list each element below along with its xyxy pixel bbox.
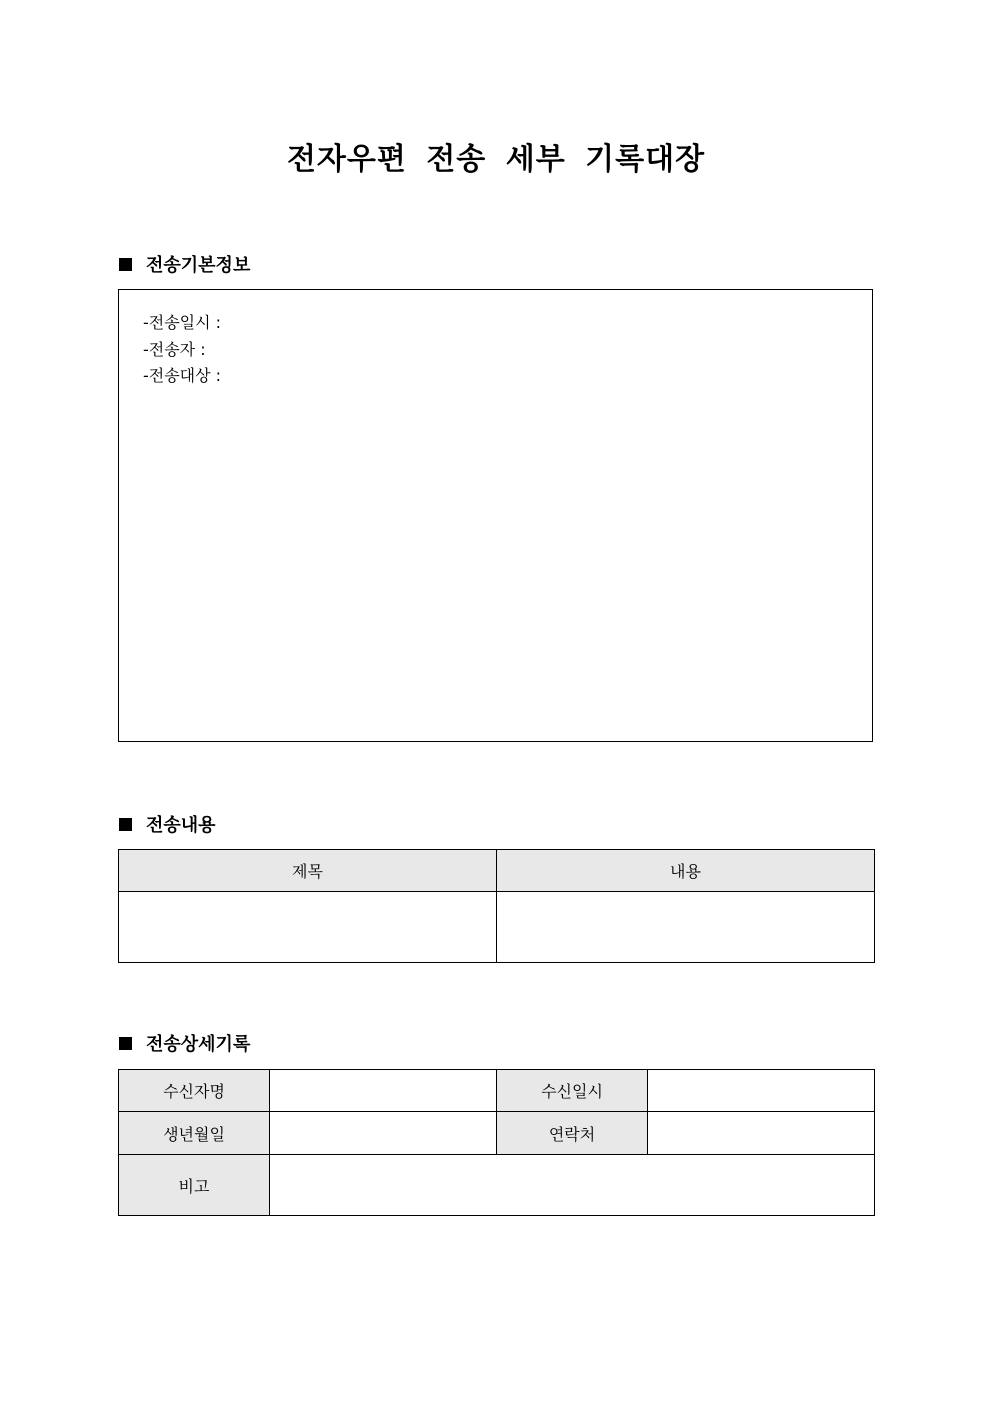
section-heading-label: 전송내용 bbox=[146, 815, 216, 836]
contact-value[interactable] bbox=[648, 1112, 875, 1155]
column-header-body: 내용 bbox=[497, 850, 875, 892]
remarks-value[interactable] bbox=[270, 1155, 875, 1216]
table-row bbox=[119, 892, 875, 963]
column-header-subject: 제목 bbox=[119, 850, 497, 892]
recipient-name-value[interactable] bbox=[270, 1070, 497, 1112]
sent-datetime-line: -전송일시 : bbox=[143, 313, 222, 332]
body-cell[interactable] bbox=[497, 892, 875, 963]
section-heading-label: 전송기본정보 bbox=[146, 255, 251, 276]
birth-date-label: 생년월일 bbox=[119, 1112, 270, 1155]
section-heading-basic-info bbox=[119, 252, 250, 276]
basic-info-box[interactable] bbox=[118, 289, 873, 742]
table-header-row bbox=[119, 850, 875, 892]
recipient-name-label: 수신자명 bbox=[119, 1070, 270, 1112]
birth-date-value[interactable] bbox=[270, 1112, 497, 1155]
section-heading-content bbox=[119, 812, 216, 836]
table-row bbox=[119, 1155, 875, 1216]
sender-line: -전송자 : bbox=[143, 339, 206, 359]
table-row bbox=[119, 1112, 875, 1155]
section-heading-label: 전송상세기록 bbox=[146, 1034, 251, 1055]
recipient-target-line: -전송대상 : bbox=[143, 366, 222, 385]
received-datetime-value[interactable] bbox=[648, 1070, 875, 1112]
contact-label: 연락처 bbox=[497, 1112, 648, 1155]
subject-cell[interactable] bbox=[119, 892, 497, 963]
document-title: 전자우편 전송 세부 기록대장 bbox=[286, 142, 706, 177]
table-row bbox=[119, 1070, 875, 1112]
remarks-label: 비고 bbox=[119, 1155, 270, 1216]
square-bullet-icon bbox=[119, 258, 132, 271]
section-heading-detail bbox=[119, 1031, 250, 1055]
received-datetime-label: 수신일시 bbox=[497, 1070, 648, 1112]
square-bullet-icon bbox=[119, 1037, 132, 1050]
detail-table bbox=[118, 1069, 875, 1216]
square-bullet-icon bbox=[119, 818, 132, 831]
content-table bbox=[118, 849, 875, 963]
